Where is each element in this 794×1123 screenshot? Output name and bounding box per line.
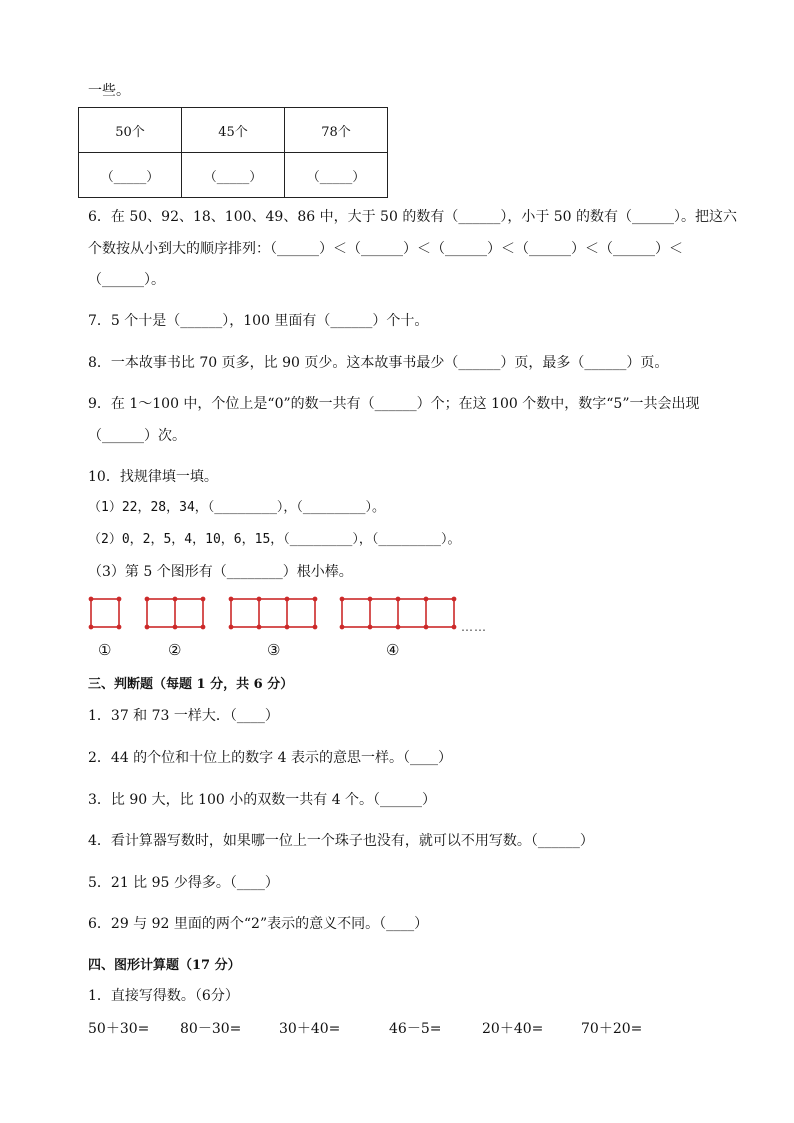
figure-label-3: ③ bbox=[267, 641, 281, 659]
question-6-line1: 6．在 50、92、18、100、49、86 中，大于 50 的数有（______），小于 50 的数有（______）。把这六 bbox=[88, 209, 738, 225]
stick-figure-2 bbox=[145, 597, 204, 628]
count-table bbox=[78, 107, 388, 198]
ellipsis: …… bbox=[461, 620, 487, 634]
question-6-line3: （______）。 bbox=[88, 272, 165, 288]
section-3-title: 三、判断题（每题 1 分，共 6 分） bbox=[88, 677, 294, 692]
stick-figure-1 bbox=[89, 597, 120, 628]
question-9-line1: 9．在 1～100 中，个位上是“0”的数一共有（______）个；在这 100 个数中，数字“5”一共会出现 bbox=[88, 396, 700, 412]
question-9-line2: （______）次。 bbox=[88, 428, 186, 444]
figure-label-1: ① bbox=[98, 641, 112, 659]
question-10-title: 10．找规律填一填。 bbox=[88, 469, 218, 485]
question-7: 7．5 个十是（______），100 里面有（______）个十。 bbox=[88, 313, 429, 329]
calc-item-2: 80－30= bbox=[180, 1021, 242, 1037]
previous-question-fragment: 一些。 bbox=[88, 83, 130, 99]
calc-item-3: 30＋40= bbox=[279, 1021, 341, 1037]
question-10-part2: （2）0，2，5，4，10，6，15，（________），（________）。 bbox=[88, 532, 461, 547]
judge-item-1: 1．37 和 73 一样大．（____） bbox=[88, 708, 279, 724]
figure-label-2: ② bbox=[168, 641, 182, 659]
judge-item-6: 6．29 与 92 里面的两个“2”表示的意义不同。（____） bbox=[88, 916, 429, 932]
table-cell: 45个 bbox=[182, 108, 285, 153]
stick-figure-3 bbox=[229, 597, 316, 628]
judge-item-2: 2．44 的个位和十位上的数字 4 表示的意思一样。（____） bbox=[88, 750, 452, 766]
table-cell: 50个 bbox=[79, 108, 182, 153]
question-10-part1: （1）22，28，34，（________），（________）。 bbox=[88, 500, 386, 515]
calc-item-4: 46－5= bbox=[389, 1021, 442, 1037]
answer-blank[interactable]: （_____） bbox=[182, 153, 285, 198]
section-4-title: 四、图形计算题（17 分） bbox=[88, 958, 241, 973]
judge-item-4: 4．看计算器写数时，如果哪一位上一个珠子也没有，就可以不用写数。（______） bbox=[88, 833, 594, 849]
calc-item-6: 70＋20= bbox=[581, 1021, 643, 1037]
table-row bbox=[79, 153, 388, 198]
table-row bbox=[79, 108, 388, 153]
table-cell: 78个 bbox=[285, 108, 388, 153]
stick-pattern-diagram bbox=[88, 596, 468, 632]
judge-item-5: 5．21 比 95 少得多。（____） bbox=[88, 875, 279, 891]
judge-item-3: 3．比 90 大，比 100 小的双数一共有 4 个。（______） bbox=[88, 792, 437, 808]
question-10-part3: （3）第 5 个图形有（________）根小棒。 bbox=[88, 564, 353, 580]
answer-blank[interactable]: （_____） bbox=[79, 153, 182, 198]
stick-figure-4 bbox=[340, 597, 455, 628]
question-6-line2: 个数按从小到大的顺序排列：（______）＜（______）＜（______）＜（______）＜（______）＜ bbox=[88, 241, 683, 257]
stick-figures bbox=[88, 596, 468, 632]
calc-item-5: 20＋40= bbox=[482, 1021, 544, 1037]
figure-label-4: ④ bbox=[386, 641, 400, 659]
calc-item-1: 50＋30= bbox=[88, 1021, 150, 1037]
answer-blank[interactable]: （_____） bbox=[285, 153, 388, 198]
section-4-question-1: 1．直接写得数。（6分） bbox=[88, 988, 239, 1004]
question-8: 8．一本故事书比 70 页多，比 90 页少。这本故事书最少（______）页，最多（______）页。 bbox=[88, 355, 669, 371]
